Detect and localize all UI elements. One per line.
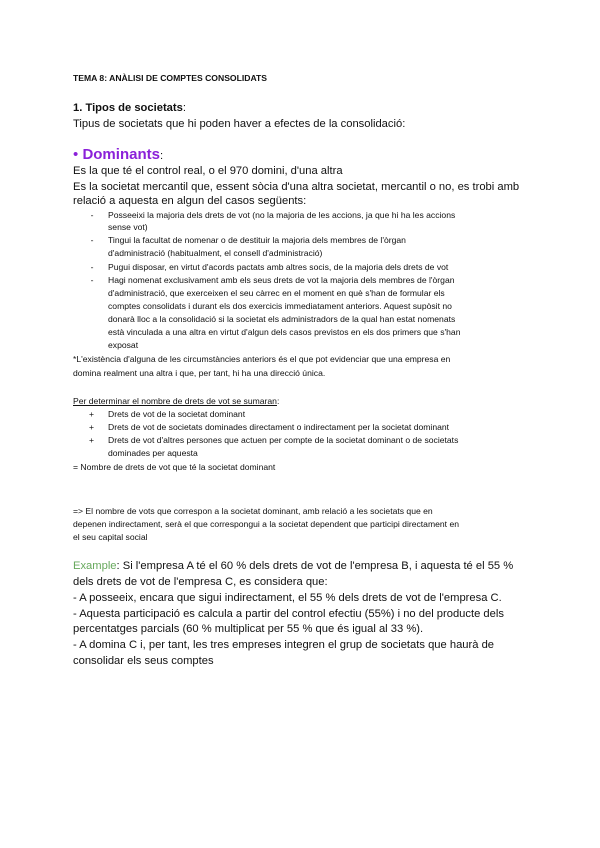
dominants-line-1: Es la que té el control real, o el 970 domini, d'una altra	[73, 165, 343, 177]
list-item-dash: -	[90, 262, 94, 272]
arrow-line: depenen indirectament, serà el que correspongui a la societat dependent que participi directament en	[73, 519, 460, 529]
section-intro: Tipus de societats que hi poden haver a efectes de la consolidació:	[73, 118, 406, 130]
list-item-dash: -	[90, 235, 94, 245]
sum-result: = Nombre de drets de vot que té la societat dominant	[73, 462, 276, 472]
example-line-1-rest: : Si l'empresa A té el 60 % dels drets de vot de l'empresa B, i aquesta té el 55 %	[116, 560, 514, 572]
list-item-line: exposat	[108, 340, 139, 350]
section-title	[73, 101, 186, 115]
list-item-line: donarà lloc a la consolidació si la societat els administradors de la qual han estat nomenats	[108, 314, 456, 324]
note-line: domina realment una altra i que, per tant, hi ha una direcció única.	[73, 368, 326, 378]
list-item-line: sense vot)	[108, 222, 148, 232]
example-line: - Aquesta participació es calcula a partir del control efectiu (55%) i no del producte dels	[73, 608, 504, 620]
note-line: *L'existència d'alguna de les circumstàncies anteriors és el que pot evidenciar que una empresa en	[73, 354, 451, 364]
sum-item-line: dominades per aquesta	[108, 448, 198, 458]
plus-sign: +	[89, 435, 95, 445]
list-item-line: d'administració (habitualment, el consell d'administració)	[108, 248, 323, 258]
list-item-dash: -	[90, 210, 94, 220]
list-item-line: comptes consolidats i durant els dos exercicis immediatament anteriors. Aquest supòsit no	[108, 301, 452, 311]
dominants-heading	[73, 146, 163, 164]
example-line: dels drets de vot de l'empresa C, es considera que:	[73, 576, 328, 588]
list-item-line: Posseeixi la majoria dels drets de vot (no la majoria de les accions, ja que hi ha les accions	[108, 210, 456, 220]
sum-item-line: Drets de vot de la societat dominant	[108, 409, 246, 419]
sum-title	[73, 395, 279, 407]
dominants-line-3: relació a aquesta en algun del casos següents:	[73, 195, 307, 207]
dominants-colon: :	[159, 150, 164, 162]
list-item-line: d'administració, que exerceixen el seu càrrec en el moment en què s'han de formular els	[108, 288, 445, 298]
plus-sign: +	[89, 409, 95, 419]
page-heading: TEMA 8: ANÀLISI DE COMPTES CONSOLIDATS	[73, 73, 268, 83]
sum-title-colon: :	[276, 396, 280, 406]
dominants-line-2: Es la societat mercantil que, essent sòcia d'una altra societat, mercantil o no, es trobi amb	[73, 181, 520, 193]
example-line-1	[73, 559, 513, 573]
sum-title-text: Per determinar el nombre de drets de vot se sumaran	[73, 396, 277, 406]
section-title-text: 1. Tipos de societats	[73, 102, 183, 114]
list-item-line: Pugui disposar, en virtut d'acords pactats amb altres socis, de la majoria dels drets de vot	[108, 262, 449, 272]
example-line: - A posseeix, encara que sigui indirectament, el 55 % dels drets de vot de l'empresa C.	[73, 592, 502, 604]
sum-item-line: Drets de vot de societats dominades directament o indirectament per la societat dominant	[108, 422, 450, 432]
section-title-colon: :	[182, 102, 186, 114]
example-line: consolidar els seus comptes	[73, 655, 214, 667]
arrow-line: el seu capital social	[73, 532, 148, 542]
plus-sign: +	[89, 422, 95, 432]
sum-item-line: Drets de vot d'altres persones que actuen per compte de la societat dominant o de societats	[108, 435, 459, 445]
example-label: Example	[73, 560, 117, 572]
list-item-line: està vinculada a una altra en virtut d'algun dels casos previstos en els dos primers que s'han	[108, 327, 461, 337]
dominants-bullet: •	[73, 146, 79, 163]
list-item-line: Tingui la facultat de nomenar o de destituir la majoria dels membres de l'òrgan	[108, 235, 406, 245]
arrow-line: => El nombre de vots que correspon a la societat dominant, amb relació a les societats que en	[73, 506, 433, 516]
example-line: - A domina C i, per tant, les tres empreses integren el grup de societats que haurà de	[73, 639, 495, 651]
example-line: percentatges parcials (60 % multiplicat per 55 % que és igual al 33 %).	[73, 623, 424, 635]
list-item-line: Hagi nomenat exclusivament amb els seus drets de vot la majoria dels membres de l'òrgan	[108, 275, 455, 285]
dominants-title: Dominants	[82, 146, 160, 163]
list-item-dash: -	[90, 275, 94, 285]
